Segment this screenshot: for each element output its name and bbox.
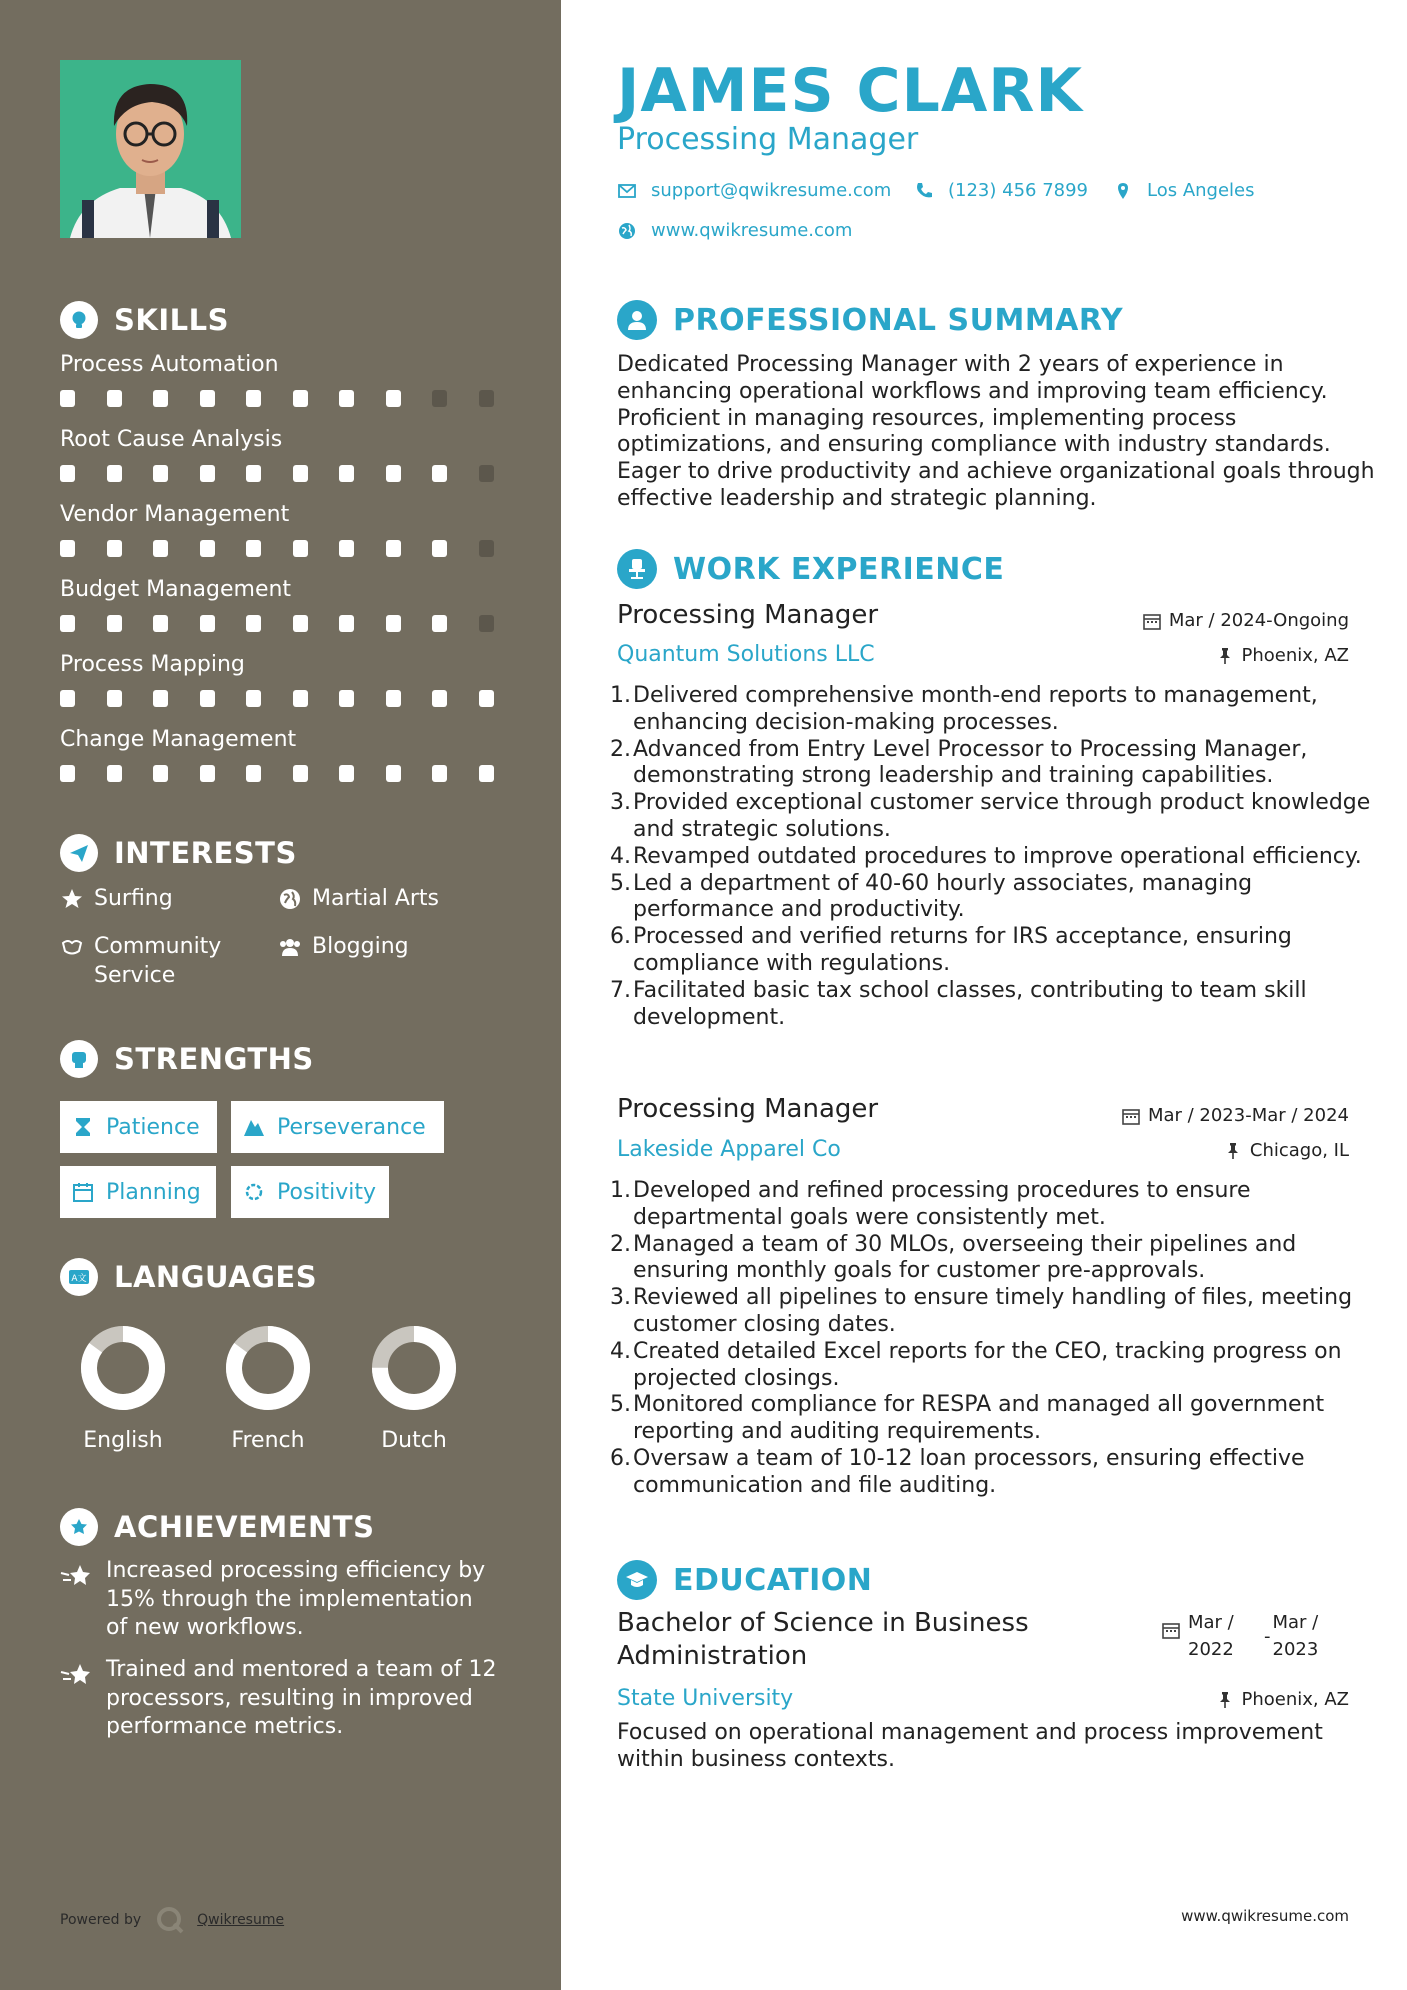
sun-icon — [243, 1181, 265, 1203]
job-bullet-list — [610, 1178, 1377, 1500]
languages-heading — [60, 1258, 317, 1296]
company-name: Quantum Solutions LLC — [617, 642, 875, 667]
skill-name: Budget Management — [60, 577, 292, 602]
skill-level-dots — [60, 615, 525, 632]
skill-dot — [432, 615, 447, 632]
language-label: Dutch — [381, 1428, 447, 1453]
skill-level-dots — [60, 690, 525, 707]
skill-dot — [200, 465, 215, 482]
skill-dot — [432, 540, 447, 557]
location-contact — [1113, 180, 1255, 201]
website-text[interactable]: www.qwikresume.com — [651, 220, 853, 241]
skill-dot — [246, 615, 261, 632]
interest-label: Blogging — [312, 934, 409, 959]
interest-label: Surfing — [94, 886, 173, 911]
skill-dot — [153, 465, 168, 482]
bullet-number: 5. — [610, 1392, 631, 1418]
email-contact[interactable] — [617, 180, 891, 201]
interest-label: Community Service — [94, 934, 222, 988]
strengths-title: STRENGTHS — [114, 1042, 314, 1076]
skill-dot — [153, 690, 168, 707]
job-bullet — [610, 736, 1377, 791]
skill-dot — [246, 390, 261, 407]
skill-dot — [293, 765, 308, 782]
skill-dot — [200, 615, 215, 632]
job-bullet — [610, 1231, 1377, 1286]
trophy-icon — [60, 1508, 98, 1546]
skill-dot — [386, 690, 401, 707]
bullet-number: 1. — [610, 683, 631, 708]
skill-dot — [479, 540, 494, 557]
skill-dot — [107, 390, 122, 407]
company-name: Lakeside Apparel Co — [617, 1137, 841, 1162]
language-label: French — [231, 1428, 305, 1453]
interest-item — [278, 884, 439, 913]
bullet-number: 1. — [610, 1178, 631, 1203]
bullet-text: Facilitated basic tax school classes, contributing to team skill development. — [633, 977, 1307, 1030]
hourglass-icon — [72, 1116, 94, 1138]
sidebar — [0, 0, 561, 1990]
skill-dot — [107, 690, 122, 707]
achievements-title: ACHIEVEMENTS — [114, 1510, 375, 1544]
skill-dot — [386, 615, 401, 632]
strength-label: Patience — [106, 1114, 200, 1140]
summary-heading — [617, 300, 1123, 340]
skill-dot — [60, 765, 75, 782]
mountain-icon — [243, 1116, 265, 1138]
skill-dot — [293, 465, 308, 482]
education-heading — [617, 1560, 872, 1600]
skill-dot — [293, 615, 308, 632]
skill-dot — [339, 690, 354, 707]
degree-title: Bachelor of Science in Business Administration — [617, 1608, 1029, 1671]
interest-label: Martial Arts — [312, 886, 440, 911]
skill-dot — [293, 540, 308, 557]
skill-dot — [432, 765, 447, 782]
skill-dot — [107, 765, 122, 782]
school-name: State University — [617, 1686, 794, 1711]
pushpin-icon — [1216, 647, 1234, 665]
achievements-heading — [60, 1508, 374, 1546]
profile-photo — [60, 60, 241, 238]
globe-icon — [278, 887, 302, 911]
education-date-separator: - — [1264, 1626, 1271, 1647]
svg-text:A文: A文 — [71, 1274, 87, 1284]
bullet-text: Reviewed all pipelines to ensure timely handling of files, meeting customer closing dates. — [633, 1285, 1353, 1337]
education-end: Mar / 2023 — [1272, 1612, 1319, 1660]
skill-dot — [339, 765, 354, 782]
handshake-icon — [60, 935, 84, 959]
achievement-text: Increased processing efficiency by 15% through the implementation of new workflows. — [106, 1558, 486, 1640]
strength-label: Planning — [106, 1179, 201, 1205]
skill-dot — [153, 765, 168, 782]
skill-dot — [479, 465, 494, 482]
bullet-text: Delivered comprehensive month-end reports to management, enhancing decision-making processes. — [633, 683, 1318, 735]
calendar-icon — [1143, 612, 1161, 630]
job-dates-text: Mar / 2023-Mar / 2024 — [1147, 1105, 1349, 1126]
interest-item — [278, 932, 409, 961]
fist-icon — [60, 1040, 98, 1078]
strength-chip — [60, 1101, 217, 1153]
skill-dot — [153, 540, 168, 557]
paper-plane-icon — [60, 834, 98, 872]
job-bullet — [610, 1338, 1377, 1393]
candidate-role: Processing Manager — [617, 122, 919, 157]
job-bullet — [610, 683, 1377, 737]
bullet-number: 2. — [610, 1231, 631, 1257]
skill-dot — [107, 465, 122, 482]
skill-level-dots — [60, 540, 525, 557]
language-ring — [80, 1325, 166, 1411]
bullet-text: Advanced from Entry Level Processor to Processing Manager, demonstrating strong leadership and training capabilities. — [633, 736, 1308, 789]
main-content — [561, 0, 1407, 1990]
job-location-text: Phoenix, AZ — [1241, 645, 1349, 666]
experience-title: WORK EXPERIENCE — [673, 551, 1005, 587]
skill-dot — [246, 690, 261, 707]
job-location — [1216, 645, 1350, 666]
job-title: Processing Manager — [617, 1094, 879, 1124]
skill-name: Change Management — [60, 727, 297, 752]
strength-chip — [60, 1166, 216, 1218]
bullet-text: Provided exceptional customer service through product knowledge and strategic solutions. — [633, 790, 1371, 842]
skill-name: Root Cause Analysis — [60, 427, 283, 452]
skill-level-dots — [60, 765, 525, 782]
bullet-text: Oversaw a team of 10-12 loan processors, ensuring effective communication and file auditing. — [633, 1445, 1305, 1498]
interests-title: INTERESTS — [114, 836, 297, 870]
skill-dot — [386, 465, 401, 482]
job-bullet — [610, 1392, 1377, 1446]
job-bullet-list — [610, 683, 1377, 1031]
achievement-text: Trained and mentored a team of 12 processors, resulting in improved performance metrics. — [106, 1657, 497, 1739]
skill-dot — [60, 615, 75, 632]
shooting-star-icon — [60, 1660, 92, 1690]
office-chair-icon — [617, 549, 657, 589]
education-start: Mar / 2022 — [1188, 1612, 1234, 1660]
users-icon — [278, 935, 302, 959]
education-location — [1216, 1689, 1350, 1710]
job-dates — [1122, 1105, 1349, 1126]
skill-level-dots — [60, 390, 525, 407]
user-icon — [617, 300, 657, 340]
qwikresume-logo-icon — [155, 1905, 185, 1935]
job-bullet — [610, 1285, 1377, 1339]
globe-icon — [617, 221, 637, 241]
skill-dot — [293, 390, 308, 407]
job-bullet — [610, 843, 1377, 871]
calendar-icon — [1162, 1621, 1180, 1639]
skill-dot — [200, 390, 215, 407]
language-ring — [371, 1325, 457, 1411]
bullet-number: 3. — [610, 1285, 631, 1311]
bullet-text: Developed and refined processing procedures to ensure departmental goals were consistently met. — [633, 1178, 1251, 1230]
summary-text: Dedicated Processing Manager with 2 years of experience in enhancing operational workflows and improving team efficiency. Proficient in managing resources, implementing process optimizations, and ensuring compliance with industry standards. Eager to drive productivity and achieve organizational goals through effective leadership and strategic planning. — [617, 352, 1375, 511]
job-bullet — [610, 870, 1377, 925]
bullet-number: 6. — [610, 924, 631, 950]
pushpin-icon — [1224, 1142, 1242, 1160]
star-icon — [60, 887, 84, 911]
skills-title: SKILLS — [114, 303, 229, 337]
skill-dot — [200, 690, 215, 707]
skill-dot — [479, 690, 494, 707]
bullet-text: Monitored compliance for RESPA and managed all government reporting and auditing requirements. — [633, 1392, 1325, 1445]
job-location — [1224, 1140, 1349, 1161]
phone-icon — [914, 181, 934, 201]
powered-by — [60, 1905, 284, 1935]
powered-by-label: Powered by — [60, 1912, 142, 1928]
education-location-text: Phoenix, AZ — [1241, 1689, 1349, 1710]
bullet-number: 7. — [610, 977, 631, 1003]
graduation-cap-icon — [617, 1560, 657, 1600]
skill-dot — [60, 540, 75, 557]
skill-dot — [107, 540, 122, 557]
language-label: English — [83, 1428, 163, 1453]
strength-chip — [231, 1101, 444, 1153]
envelope-icon — [617, 181, 637, 201]
skill-dot — [60, 390, 75, 407]
strengths-heading — [60, 1040, 314, 1078]
bullet-text: Managed a team of 30 MLOs, overseeing their pipelines and ensuring monthly goals for customer pre-approvals. — [633, 1231, 1297, 1284]
job-title: Processing Manager — [617, 600, 879, 630]
skill-dot — [60, 465, 75, 482]
lightbulb-icon — [60, 301, 98, 339]
skill-dot — [479, 765, 494, 782]
calendar-icon — [1122, 1107, 1140, 1125]
bullet-number: 2. — [610, 736, 631, 762]
shooting-star-icon — [60, 1561, 92, 1591]
strength-label: Positivity — [277, 1179, 377, 1205]
languages-title: LANGUAGES — [114, 1260, 318, 1294]
skill-dot — [200, 540, 215, 557]
bullet-text: Created detailed Excel reports for the CEO, tracking progress on projected closings. — [633, 1338, 1342, 1391]
skill-name: Vendor Management — [60, 502, 290, 527]
skill-dot — [339, 390, 354, 407]
bullet-text: Led a department of 40-60 hourly associates, managing performance and productivity. — [633, 870, 1253, 923]
strength-chip — [231, 1166, 389, 1218]
skill-dot — [107, 615, 122, 632]
skill-dot — [153, 615, 168, 632]
skill-dot — [432, 690, 447, 707]
bullet-number: 6. — [610, 1445, 631, 1471]
skill-dot — [200, 765, 215, 782]
skill-dot — [246, 540, 261, 557]
achievement-item — [60, 1656, 500, 1742]
achievement-item — [60, 1557, 500, 1643]
skill-dot — [293, 690, 308, 707]
interest-item — [60, 884, 173, 913]
phone-contact[interactable] — [914, 180, 1088, 201]
language-ring — [225, 1325, 311, 1411]
bullet-number: 3. — [610, 790, 631, 816]
skill-level-dots — [60, 465, 525, 482]
skill-dot — [153, 390, 168, 407]
website-contact[interactable] — [617, 220, 852, 241]
strength-label: Perseverance — [277, 1114, 426, 1140]
education-title: EDUCATION — [673, 1562, 873, 1598]
job-bullet — [610, 1445, 1377, 1500]
bullet-text: Revamped outdated procedures to improve operational efficiency. — [633, 843, 1362, 869]
interests-heading — [60, 834, 297, 872]
bullet-number: 5. — [610, 870, 631, 896]
footer-website[interactable]: www.qwikresume.com — [1181, 1907, 1349, 1925]
bullet-text: Processed and verified returns for IRS acceptance, ensuring compliance with regulations. — [633, 924, 1292, 976]
interest-item — [60, 932, 260, 990]
education-description: Focused on operational management and process improvement within business contexts. — [617, 1720, 1323, 1772]
candidate-name: JAMES CLARK — [617, 56, 1083, 126]
skill-name: Process Automation — [60, 352, 279, 377]
job-location-text: Chicago, IL — [1249, 1140, 1349, 1161]
bullet-number: 4. — [610, 1338, 631, 1364]
phone-text[interactable]: (123) 456 7899 — [948, 180, 1089, 201]
skill-dot — [386, 540, 401, 557]
qwikresume-link[interactable]: Qwikresume — [197, 1912, 285, 1928]
skill-dot — [479, 615, 494, 632]
language-icon — [60, 1258, 98, 1296]
skill-dot — [60, 690, 75, 707]
skill-dot — [339, 540, 354, 557]
job-bullet — [610, 790, 1377, 844]
skill-dot — [432, 390, 447, 407]
skill-dot — [386, 390, 401, 407]
education-dates — [1162, 1609, 1331, 1663]
skill-dot — [246, 465, 261, 482]
skill-dot — [246, 765, 261, 782]
bullet-number: 4. — [610, 843, 631, 869]
summary-title: PROFESSIONAL SUMMARY — [673, 302, 1124, 338]
job-bullet — [610, 924, 1377, 978]
job-bullet — [610, 1178, 1377, 1232]
skill-dot — [432, 465, 447, 482]
skill-dot — [386, 765, 401, 782]
job-dates-text: Mar / 2024-Ongoing — [1168, 610, 1349, 631]
job-dates — [1143, 610, 1349, 631]
location-text: Los Angeles — [1147, 180, 1255, 201]
pushpin-icon — [1216, 1691, 1234, 1709]
skill-dot — [339, 615, 354, 632]
skills-heading — [60, 301, 229, 339]
skill-name: Process Mapping — [60, 652, 245, 677]
skill-dot — [339, 465, 354, 482]
email-text[interactable]: support@qwikresume.com — [651, 180, 892, 201]
skill-dot — [479, 390, 494, 407]
job-bullet — [610, 977, 1377, 1032]
experience-heading — [617, 549, 1004, 589]
map-pin-icon — [1113, 181, 1133, 201]
calendar-icon — [72, 1181, 94, 1203]
